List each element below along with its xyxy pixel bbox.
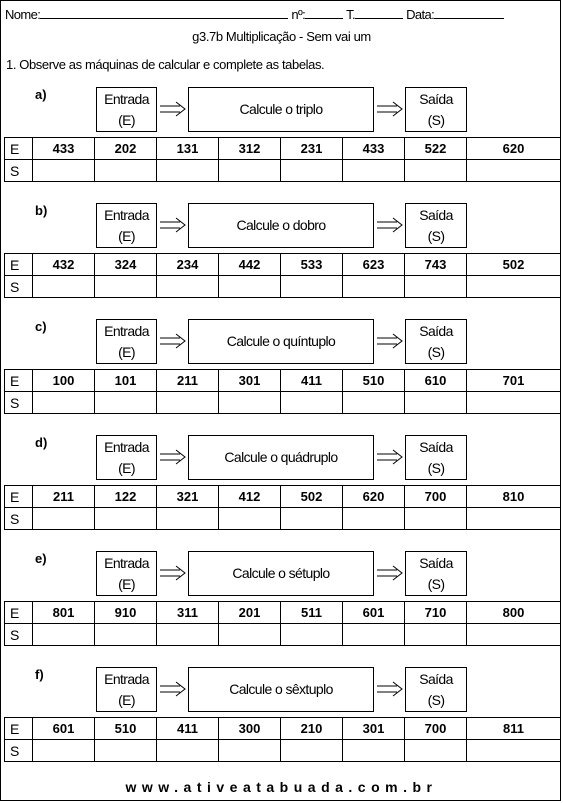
input-cell: 533 [281, 254, 343, 276]
output-row [5, 740, 561, 762]
output-row [5, 624, 561, 646]
answer-cell[interactable] [157, 740, 219, 762]
input-cell: 101 [95, 370, 157, 392]
input-cell: 412 [219, 486, 281, 508]
answer-cell[interactable] [95, 624, 157, 646]
output-label: Saída [419, 438, 453, 455]
output-box [405, 203, 467, 248]
answer-cell[interactable] [281, 160, 343, 182]
double-arrow-icon [377, 217, 403, 233]
answer-cell[interactable] [33, 392, 95, 414]
input-cell: 811 [467, 718, 561, 740]
input-cell: 211 [33, 486, 95, 508]
values-table [4, 369, 561, 414]
output-row-label: S [5, 508, 33, 530]
section-letter: e) [35, 551, 47, 566]
output-box [405, 435, 467, 480]
input-cell: 202 [95, 138, 157, 160]
input-cell: 432 [33, 254, 95, 276]
answer-cell[interactable] [405, 392, 467, 414]
input-box [96, 319, 157, 364]
double-arrow-icon [160, 217, 186, 233]
input-cell: 910 [95, 602, 157, 624]
input-cell: 601 [33, 718, 95, 740]
output-symbol: (S) [427, 459, 445, 476]
input-cell: 701 [467, 370, 561, 392]
answer-cell[interactable] [219, 160, 281, 182]
answer-cell[interactable] [343, 276, 405, 298]
output-row-label: S [5, 392, 33, 414]
answer-cell[interactable] [95, 740, 157, 762]
answer-cell[interactable] [405, 160, 467, 182]
output-box [405, 87, 467, 132]
input-symbol: (E) [118, 691, 135, 708]
answer-cell[interactable] [467, 740, 561, 762]
answer-cell[interactable] [405, 624, 467, 646]
answer-cell[interactable] [281, 276, 343, 298]
input-symbol: (E) [118, 575, 135, 592]
output-row [5, 508, 561, 530]
answer-cell[interactable] [219, 276, 281, 298]
values-table [4, 601, 561, 646]
input-cell: 800 [467, 602, 561, 624]
input-row [5, 138, 561, 160]
input-cell: 311 [157, 602, 219, 624]
input-cell: 442 [219, 254, 281, 276]
input-cell: 210 [281, 718, 343, 740]
input-row-label: E [5, 138, 33, 160]
operation-box [188, 435, 374, 480]
output-row-label: S [5, 160, 33, 182]
answer-cell[interactable] [405, 276, 467, 298]
answer-cell[interactable] [343, 740, 405, 762]
input-cell: 411 [281, 370, 343, 392]
name-label: Nome: [5, 7, 41, 22]
input-cell: 301 [343, 718, 405, 740]
input-row [5, 602, 561, 624]
input-box [96, 87, 157, 132]
date-label: Data: [406, 7, 435, 22]
double-arrow-icon [160, 565, 186, 581]
input-cell: 131 [157, 138, 219, 160]
input-symbol: (E) [118, 111, 135, 128]
double-arrow-icon [160, 333, 186, 349]
output-box [405, 551, 467, 596]
input-cell: 511 [281, 602, 343, 624]
answer-cell[interactable] [343, 392, 405, 414]
operation-label: Calcule o quádruplo [224, 449, 338, 465]
exercise-section [1, 435, 562, 551]
answer-cell[interactable] [157, 392, 219, 414]
answer-cell[interactable] [95, 508, 157, 530]
answer-cell[interactable] [157, 160, 219, 182]
input-cell: 620 [467, 138, 561, 160]
input-label: Entrada [104, 206, 149, 223]
answer-cell[interactable] [219, 392, 281, 414]
double-arrow-icon [377, 333, 403, 349]
exercise-section [1, 319, 562, 435]
input-box [96, 203, 157, 248]
input-cell: 810 [467, 486, 561, 508]
input-row-label: E [5, 254, 33, 276]
answer-cell[interactable] [157, 276, 219, 298]
input-cell: 502 [467, 254, 561, 276]
input-cell: 122 [95, 486, 157, 508]
double-arrow-icon [160, 681, 186, 697]
section-letter: d) [35, 435, 48, 450]
operation-label: Calcule o sétuplo [232, 565, 330, 581]
input-box [96, 551, 157, 596]
input-cell: 710 [405, 602, 467, 624]
input-cell: 300 [219, 718, 281, 740]
output-symbol: (S) [427, 691, 445, 708]
input-cell: 510 [343, 370, 405, 392]
answer-cell[interactable] [343, 508, 405, 530]
exercise-section [1, 87, 562, 203]
answer-cell[interactable] [281, 624, 343, 646]
question-text: 1. Observe as máquinas de calcular e complete as tabelas. [6, 57, 325, 72]
output-row-label: S [5, 740, 33, 762]
double-arrow-icon [377, 681, 403, 697]
double-arrow-icon [160, 101, 186, 117]
input-row [5, 254, 561, 276]
answer-cell[interactable] [281, 740, 343, 762]
input-cell: 201 [219, 602, 281, 624]
footer-url: www.ativeatabuada.com.br [125, 779, 438, 795]
answer-cell[interactable] [33, 624, 95, 646]
class-label: T. [346, 7, 356, 22]
input-label: Entrada [104, 90, 149, 107]
values-table [4, 717, 561, 762]
operation-box [188, 319, 374, 364]
output-row [5, 160, 561, 182]
input-row-label: E [5, 602, 33, 624]
input-cell: 234 [157, 254, 219, 276]
header-line [5, 7, 557, 22]
output-label: Saída [419, 322, 453, 339]
answer-cell[interactable] [95, 160, 157, 182]
output-symbol: (S) [427, 343, 445, 360]
answer-cell[interactable] [33, 160, 95, 182]
operation-box [188, 551, 374, 596]
answer-cell[interactable] [157, 624, 219, 646]
input-cell: 601 [343, 602, 405, 624]
input-row-label: E [5, 370, 33, 392]
input-symbol: (E) [118, 343, 135, 360]
operation-label: Calcule o dobro [236, 217, 326, 233]
name-blank[interactable] [40, 7, 288, 19]
number-blank[interactable] [305, 7, 343, 19]
input-cell: 100 [33, 370, 95, 392]
double-arrow-icon [377, 101, 403, 117]
input-cell: 321 [157, 486, 219, 508]
input-cell: 700 [405, 486, 467, 508]
output-box [405, 667, 467, 712]
output-row [5, 276, 561, 298]
answer-cell[interactable] [219, 624, 281, 646]
answer-cell[interactable] [405, 740, 467, 762]
output-symbol: (S) [427, 227, 445, 244]
input-cell: 510 [95, 718, 157, 740]
answer-cell[interactable] [467, 392, 561, 414]
input-box [96, 435, 157, 480]
answer-cell[interactable] [33, 276, 95, 298]
number-label: nº: [291, 7, 306, 22]
input-row-label: E [5, 486, 33, 508]
input-cell: 433 [343, 138, 405, 160]
input-label: Entrada [104, 554, 149, 571]
answer-cell[interactable] [33, 508, 95, 530]
double-arrow-icon [377, 449, 403, 465]
input-cell: 801 [33, 602, 95, 624]
operation-box [188, 203, 374, 248]
values-table [4, 253, 561, 298]
section-letter: b) [35, 203, 48, 218]
input-cell: 623 [343, 254, 405, 276]
input-label: Entrada [104, 670, 149, 687]
values-table [4, 485, 561, 530]
output-label: Saída [419, 90, 453, 107]
output-label: Saída [419, 206, 453, 223]
input-cell: 743 [405, 254, 467, 276]
input-cell: 522 [405, 138, 467, 160]
input-cell: 411 [157, 718, 219, 740]
input-cell: 700 [405, 718, 467, 740]
input-cell: 211 [157, 370, 219, 392]
input-row [5, 370, 561, 392]
date-blank[interactable] [434, 7, 504, 19]
output-symbol: (S) [427, 111, 445, 128]
answer-cell[interactable] [157, 508, 219, 530]
input-box [96, 667, 157, 712]
section-letter: c) [35, 319, 47, 334]
input-cell: 312 [219, 138, 281, 160]
answer-cell[interactable] [343, 160, 405, 182]
output-box [405, 319, 467, 364]
input-label: Entrada [104, 322, 149, 339]
answer-cell[interactable] [33, 740, 95, 762]
double-arrow-icon [377, 565, 403, 581]
section-letter: f) [35, 667, 44, 682]
output-row-label: S [5, 276, 33, 298]
operation-box [188, 667, 374, 712]
double-arrow-icon [160, 449, 186, 465]
operation-label: Calcule o quíntuplo [226, 333, 336, 349]
input-row [5, 718, 561, 740]
input-row [5, 486, 561, 508]
answer-cell[interactable] [467, 508, 561, 530]
input-cell: 301 [219, 370, 281, 392]
output-symbol: (S) [427, 575, 445, 592]
output-row [5, 392, 561, 414]
answer-cell[interactable] [281, 392, 343, 414]
input-label: Entrada [104, 438, 149, 455]
answer-cell[interactable] [281, 508, 343, 530]
operation-box [188, 87, 374, 132]
exercise-section [1, 203, 562, 319]
answer-cell[interactable] [467, 160, 561, 182]
input-cell: 231 [281, 138, 343, 160]
input-cell: 502 [281, 486, 343, 508]
answer-cell[interactable] [219, 740, 281, 762]
exercise-section [1, 667, 562, 783]
answer-cell[interactable] [343, 624, 405, 646]
answer-cell[interactable] [95, 392, 157, 414]
input-cell: 433 [33, 138, 95, 160]
answer-cell[interactable] [467, 624, 561, 646]
page-title: g3.7b Multiplicação - Sem vai um [192, 29, 371, 44]
input-row-label: E [5, 718, 33, 740]
input-cell: 620 [343, 486, 405, 508]
answer-cell[interactable] [95, 276, 157, 298]
values-table [4, 137, 561, 182]
input-symbol: (E) [118, 227, 135, 244]
class-blank[interactable] [355, 7, 403, 19]
input-cell: 324 [95, 254, 157, 276]
output-row-label: S [5, 624, 33, 646]
input-symbol: (E) [118, 459, 135, 476]
output-label: Saída [419, 670, 453, 687]
operation-label: Calcule o sêxtuplo [229, 681, 333, 697]
answer-cell[interactable] [219, 508, 281, 530]
section-letter: a) [35, 87, 47, 102]
answer-cell[interactable] [405, 508, 467, 530]
operation-label: Calcule o triplo [239, 101, 323, 117]
answer-cell[interactable] [467, 276, 561, 298]
output-label: Saída [419, 554, 453, 571]
exercise-section [1, 551, 562, 667]
input-cell: 610 [405, 370, 467, 392]
